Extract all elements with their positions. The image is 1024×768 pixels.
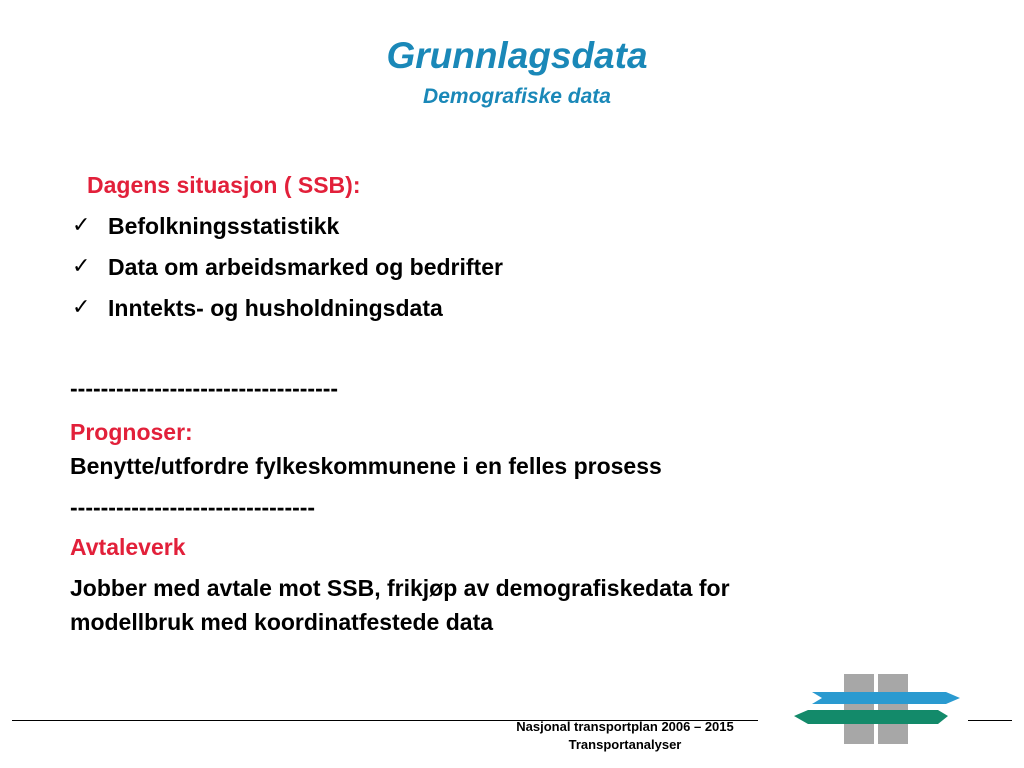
footer-title: Nasjonal transportplan 2006 – 2015 bbox=[516, 719, 734, 734]
avtaleverk-text-line-2: modellbruk med koordinatfestede data bbox=[70, 609, 494, 635]
logo-arrow-left bbox=[794, 710, 948, 724]
situation-heading: Dagens situasjon ( SSB): bbox=[87, 172, 361, 198]
list-item: Data om arbeidsmarked og bedrifter bbox=[108, 254, 503, 280]
separator: -------------------------------- bbox=[70, 494, 316, 520]
separator: ----------------------------------- bbox=[70, 375, 339, 401]
slide-subtitle: Demografiske data bbox=[423, 85, 611, 108]
footer-divider-right bbox=[968, 720, 1012, 721]
check-icon: ✓ bbox=[72, 213, 91, 238]
check-icon: ✓ bbox=[72, 254, 91, 279]
logo-bar-gap-left bbox=[844, 704, 874, 710]
logo-arrow-right bbox=[812, 692, 960, 704]
logo-bar-gap-right bbox=[878, 704, 908, 710]
footer-subtitle: Transportanalyser bbox=[568, 737, 682, 752]
check-icon: ✓ bbox=[72, 295, 91, 320]
list-item: Befolkningsstatistikk bbox=[108, 213, 340, 239]
list-item: Inntekts- og husholdningsdata bbox=[108, 295, 443, 321]
avtaleverk-heading: Avtaleverk bbox=[70, 534, 186, 560]
ntp-logo bbox=[790, 672, 960, 746]
prognoser-text: Benytte/utfordre fylkeskommunene i en felles prosess bbox=[70, 453, 662, 479]
slide-title: Grunnlagsdata bbox=[386, 35, 648, 76]
avtaleverk-text-line-1: Jobber med avtale mot SSB, frikjøp av demografiskedata for bbox=[70, 575, 730, 601]
prognoser-heading: Prognoser: bbox=[70, 419, 193, 445]
